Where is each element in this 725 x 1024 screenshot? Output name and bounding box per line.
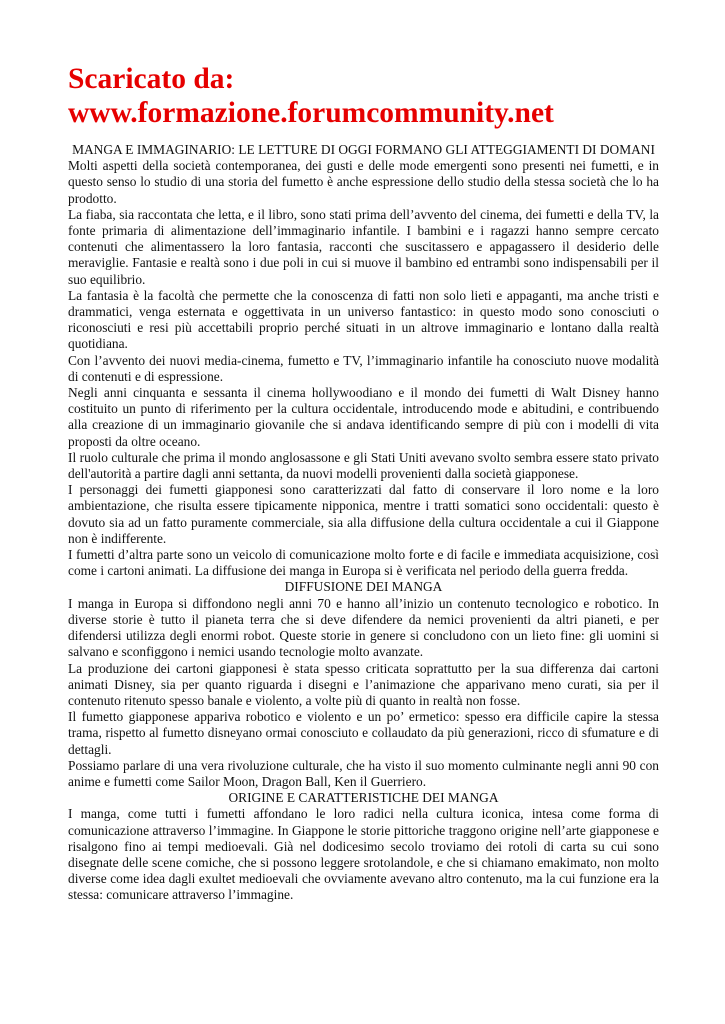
paragraph: Possiamo parlare di una vera rivoluzione culturale, che ha visto il suo momento culminante negli anni 90 con anime e fumetti come Sailor Moon, Dragon Ball, Ken il Guerriero. [68,757,659,789]
paragraph: Il fumetto giapponese appariva robotico e violento e un po’ ermetico: spesso era difficile capire la stessa trama, rispetto al fumetto disneyano ormai conosciuto e collaudato da più generazioni, ricco di sfumature e di dettagli. [68,709,659,757]
source-url: www.formazione.forumcommunity.net [68,97,554,129]
section-origine [68,806,659,903]
section-heading-origine: ORIGINE E CARATTERISTICHE DEI MANGA [228,790,499,806]
source-header [68,62,659,130]
paragraph: Il ruolo culturale che prima il mondo anglosassone e gli Stati Uniti avevano svolto sembra essere stato privato dell'autorità a partire dagli anni settanta, da nuovi modelli provenienti dalla società giapponese. [68,449,659,482]
paragraph: La fiaba, sia raccontata che letta, e il libro, sono stati prima dell’avvento del cinema, dei fumetti e della TV, la fonte primaria di alimentazione dell’immaginario infantile. I bambini e i ragazzi hanno sempre cercato contenuti che alimentassero la loro fantasia, racconti che suscitassero e appagassero il desiderio delle meraviglie. Fantasie e realtà sono i due poli in cui si muove il bambino ed entrambi sono indispensabili per il suo equilibrio. [68,206,659,287]
intro-section [68,158,659,579]
paragraph: La fantasia è la facoltà che permette che la conoscenza di fatti non solo lieti e appaganti, ma anche tristi e drammatici, venga esternata e oggettivata in un universo fantastico: in questo modo sono conosciuti o riconosciuti e resi più accettabili proprio perché situati in un altrove immaginario e lontano dalla realtà quotidiana. [68,287,659,352]
section-heading-diffusione: DIFFUSIONE DEI MANGA [284,579,443,595]
document-title: MANGA E IMMAGINARIO: LE LETTURE DI OGGI FORMANO GLI ATTEGGIAMENTI DI DOMANI [72,142,655,157]
paragraph: Con l’avvento dei nuovi media-cinema, fumetto e TV, l’immaginario infantile ha conosciuto nuove modalità di contenuti e di espressione. [68,352,659,384]
paragraph: I personaggi dei fumetti giapponesi sono caratterizzati dal fatto di conservare il loro nome e la loro ambientazione, che risulta essere tipicamente nipponica, mentre i tratti somatici sono occidentali: questo è dovuto sia ad un fatto puramente commerciale, sia alla diffusione della cultura occidentale a cui il Giappone non è indifferente. [68,482,659,546]
paragraph: Molti aspetti della società contemporanea, dei gusti e delle mode emergenti sono presenti nei fumetti, e in questo senso lo studio di una storia del fumetto è anche espressione dello studio della stessa società che lo ha prodotto. [68,158,659,206]
section-diffusione [68,596,659,790]
source-label: Scaricato da: [68,63,235,95]
paragraph: I manga, come tutti i fumetti affondano le loro radici nella cultura iconica, intesa come forma di comunicazione attraverso l’immagine. In Giappone le storie pittoriche traggono origine nell’arte giapponese e risalgono fino ai tempi medioevali. Già nel dodicesimo secolo troviamo dei rotoli di carta su cui sono disegnate delle scene comiche, che si possono leggere srotolandole, e che si chiamano emakimato, non molto diverse come idea dagli exultet medioevali che ovviamente avevano altro contenuto, ma la cui funzione era la stessa: comunicare attraverso l’immagine. [68,806,659,903]
paragraph: I manga in Europa si diffondono negli anni 70 e hanno all’inizio un contenuto tecnologico e robotico. In diverse storie è tutto il pianeta terra che si deve difendere da nemici provenienti da altri pianeti, e per difendersi utilizza degli enormi robot. Queste storie in genere si concludono con un lieto fine: gli uomini si salvano e sconfiggono i nemici usando tecnologie molto avanzate. [68,595,659,660]
paragraph: I fumetti d’altra parte sono un veicolo di comunicazione molto forte e di facile e immediata acquisizione, così come i cartoni animati. La diffusione dei manga in Europa si è verificata nel periodo della guerra fredda. [68,547,659,579]
paragraph: La produzione dei cartoni giapponesi è stata spesso criticata soprattutto per la sua differenza dai cartoni animati Disney, sia per quanto riguarda i disegni e l’animazione che apparivano meno curati, sia per il contenuto ritenuto spesso banale e violento, a volte più di quanto in realtà non fosse. [68,660,659,708]
paragraph: Negli anni cinquanta e sessanta il cinema hollywoodiano e il mondo dei fumetti di Walt Disney hanno costituito un punto di riferimento per la cultura occidentale, introducendo mode e abitudini, e contribuendo alla creazione di un immaginario giovanile che si andava identificando sempre di più con i modelli di vita proposti da oltre oceano. [68,385,659,449]
